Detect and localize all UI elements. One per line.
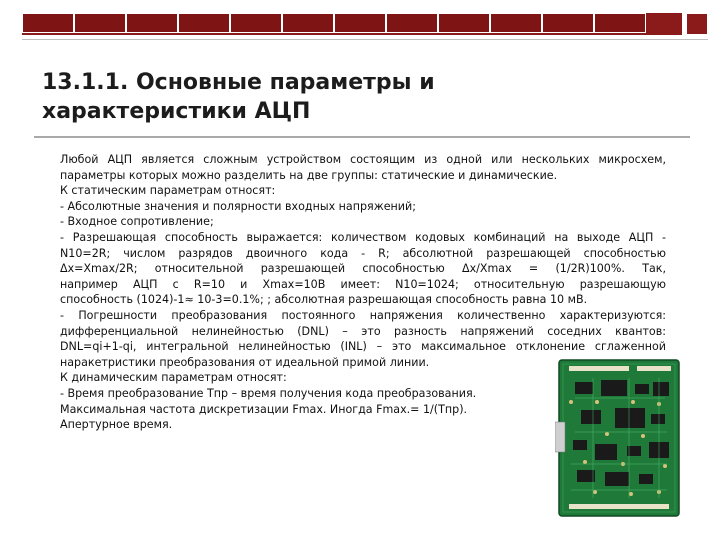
header-cell: [490, 13, 542, 33]
adc-board-image: [555, 358, 683, 518]
header-cell: [334, 13, 386, 33]
body-line: Апертурное время.: [60, 418, 173, 432]
body-line: способность (1024)-1≈ 10-3=0.1%; ; абсолютная разрешающая способность равна 10 мВ.: [60, 293, 588, 307]
header-cap: [686, 13, 708, 35]
body-line: DNL=qi+1-qi, интегральной нелинейностью (INL) – это максимальное отклонение сглаженной: [60, 340, 666, 354]
header-cell: [126, 13, 178, 33]
body-line: - Входное сопротивление;: [60, 215, 214, 229]
title-line-1: 13.1.1. Основные параметры и: [42, 70, 435, 95]
header-cell: [22, 13, 74, 33]
header-cells: [22, 13, 646, 35]
body-line: Δx=Xmax/2R; относительной разрешающей способностью Δx/Xmax = (1/2R)100%. Так,: [60, 262, 666, 276]
header-cell: [178, 13, 230, 33]
header-cell: [386, 13, 438, 33]
header-thin-line: [22, 39, 708, 40]
body-line: Любой АЦП является сложным устройством состоящим из одной или нескольких микросхем,: [60, 153, 666, 166]
header-cell: [230, 13, 282, 33]
title-line-2: характеристики АЦП: [42, 99, 311, 124]
header-cell: [74, 13, 126, 33]
title-divider: [34, 136, 690, 138]
body-line: - Абсолютные значения и полярности входных напряжений;: [60, 199, 416, 213]
body-line: - Время преобразование Tпр – время получения кода преобразования.: [60, 386, 477, 400]
body-line: Максимальная частота дискретизации Fmax. Иногда Fmax.= 1/(Tпр).: [60, 402, 468, 416]
header-band: [0, 0, 720, 44]
body-line: наракетристики преобразования от идеальной примой линии.: [60, 355, 430, 369]
page-title: [42, 68, 642, 126]
body-line: - Разрешающая способность выражается: количеством кодовых комбинаций на выходе АЦП -: [60, 230, 666, 244]
body-line: К статическим параметрам относят:: [60, 184, 276, 198]
header-cell: [438, 13, 490, 33]
body-line: например АЦП с R=10 и Xmax=10В имеет: N10=1024; относительную разрешающую: [60, 277, 666, 291]
body-line: дифференциальной нелинейностью (DNL) – это разность напряжений соседних квантов:: [60, 324, 666, 338]
body-line: К динамическим параметрам относят:: [60, 371, 287, 385]
body-line: параметры которых можно разделить на две группы: статические и динамические.: [60, 168, 558, 182]
header-cell: [542, 13, 594, 33]
header-cell: [282, 13, 334, 33]
body-line: N10=2R; числом разрядов двоичного кода - R; абсолютной разрешающей способностью: [60, 246, 666, 260]
header-cell: [594, 13, 646, 33]
body-line: - Погрешности преобразования постоянного напряжения количественно характеризуются:: [60, 308, 666, 322]
